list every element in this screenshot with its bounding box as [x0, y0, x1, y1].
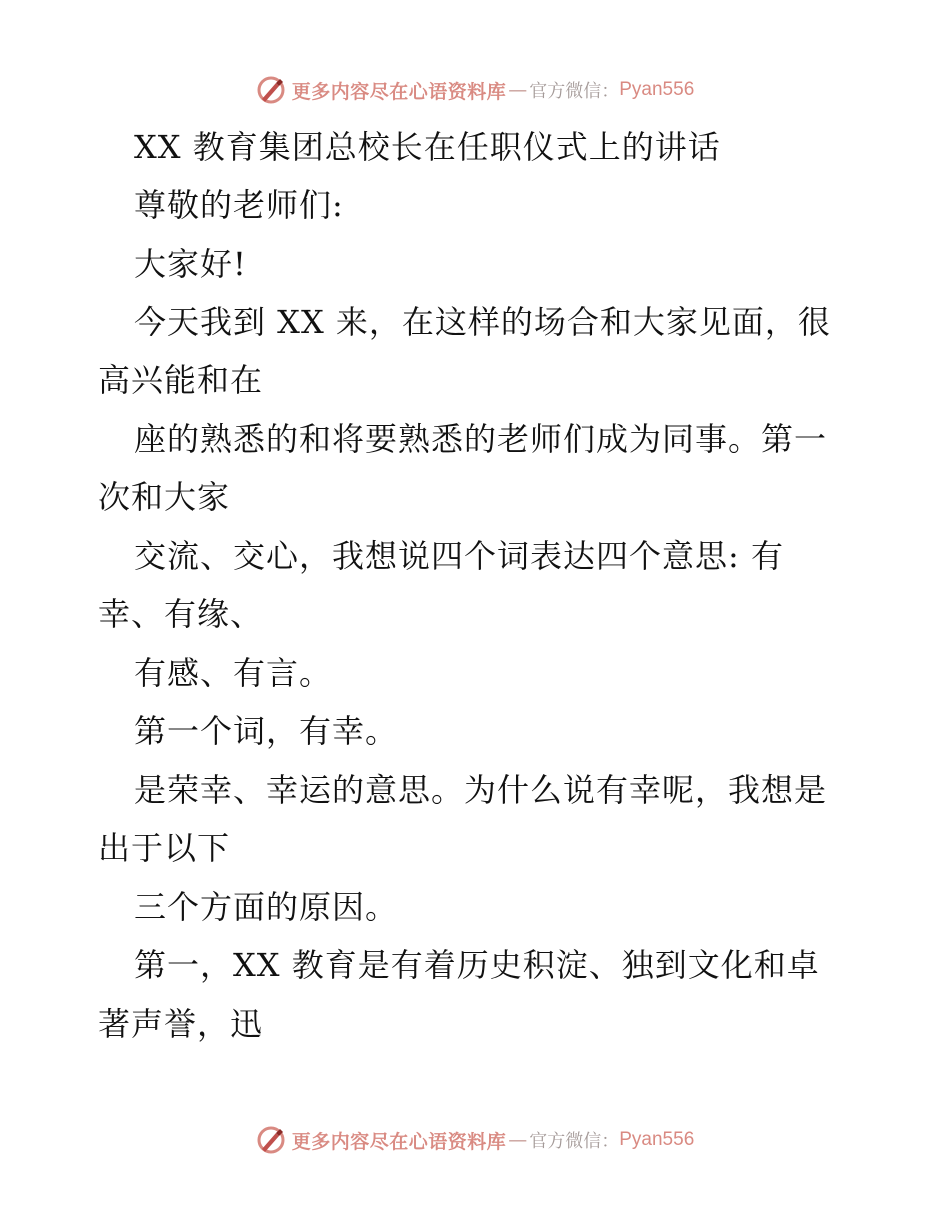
header-banner	[0, 70, 950, 110]
text-line: 交流、交心，我想说四个词表达四个意思: 有	[134, 537, 784, 575]
text-line: 第一个词，有幸。	[134, 712, 399, 750]
text-line: 座的熟悉的和将要熟悉的老师们成为同事。第一	[134, 420, 828, 458]
footer-wechat-id: Pyan556	[619, 1129, 695, 1150]
text-line: 是荣幸、幸运的意思。为什么说有幸呢，我想是	[134, 771, 828, 809]
text-line: 次和大家	[98, 478, 231, 516]
text-line: 幸、有缘、	[98, 595, 264, 633]
text-line: 高兴能和在	[98, 361, 264, 399]
header-dash: —	[508, 79, 528, 101]
text-line: 有感、有言。	[134, 654, 333, 692]
header-wechat-label: 官方微信：	[529, 81, 620, 102]
footer-wechat-label: 官方微信：	[529, 1131, 620, 1152]
document-title: XX 教育集团总校长在任职仪式上的讲话	[134, 128, 721, 166]
text-line: 大家好!	[134, 245, 247, 283]
text-line: 三个方面的原因。	[134, 888, 399, 926]
pen-logo-icon	[256, 1125, 286, 1155]
text-line: 尊敬的老师们:	[134, 186, 344, 224]
text-line: 今天我到 XX 来，在这样的场合和大家见面，很	[134, 303, 831, 341]
text-line: 第一，XX 教育是有着历史积淀、独到文化和卓	[134, 946, 820, 984]
footer-banner	[0, 1120, 950, 1160]
header-wechat-id: Pyan556	[619, 79, 695, 100]
pen-logo-icon	[256, 75, 286, 105]
footer-site-text: 更多内容尽在心语资料库	[291, 1130, 507, 1153]
text-line: 出于以下	[98, 829, 231, 867]
footer-dash: —	[508, 1129, 528, 1151]
header-site-text: 更多内容尽在心语资料库	[291, 80, 507, 103]
text-line: 著声誉，迅	[98, 1005, 264, 1043]
